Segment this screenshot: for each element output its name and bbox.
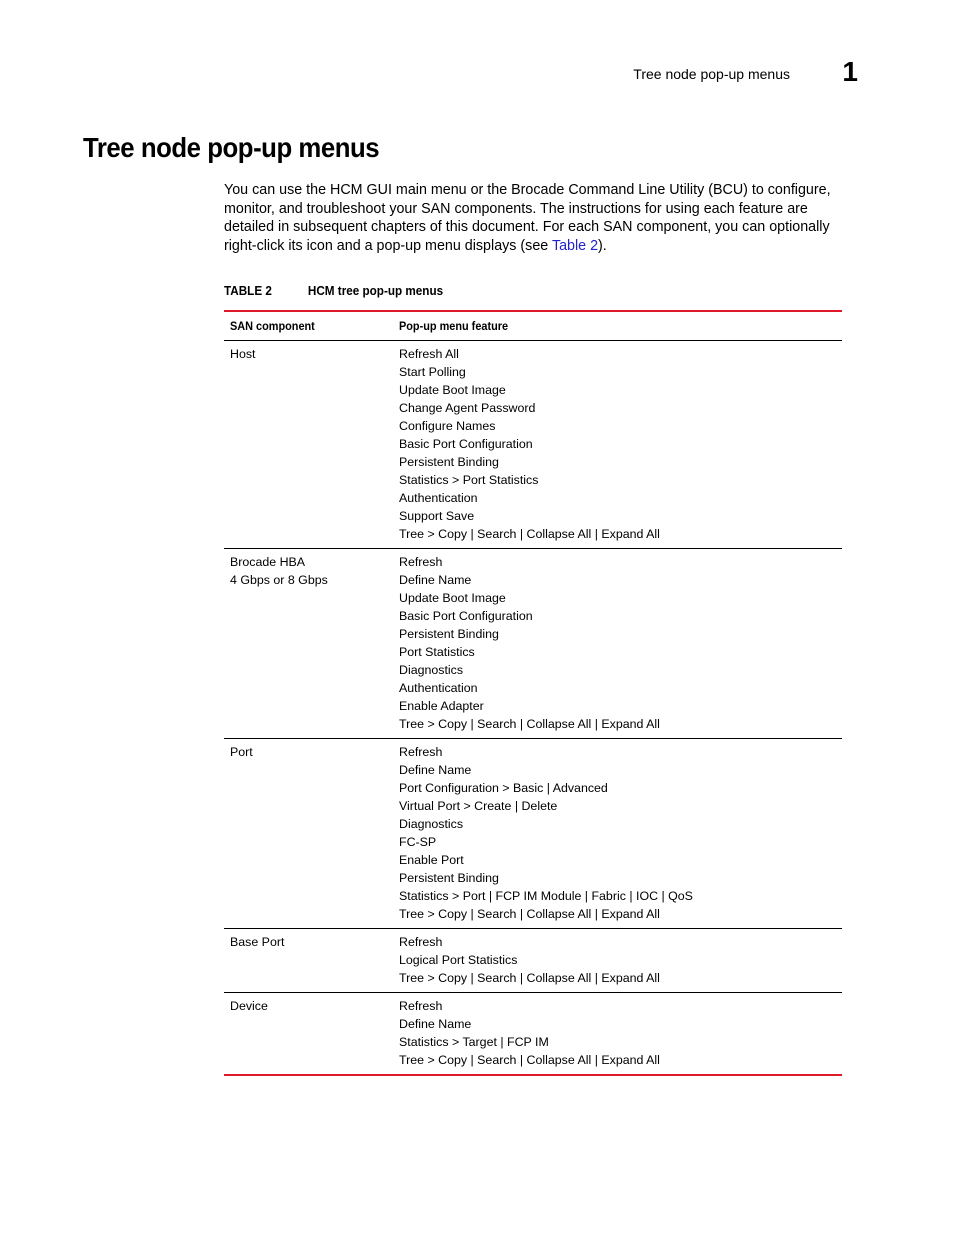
table-2-link[interactable]: Table 2	[551, 238, 599, 255]
menu-feature-item: Statistics > Port Statistics	[399, 473, 539, 487]
menu-feature-item: Support Save	[399, 509, 475, 523]
page-title: Tree node pop-up menus	[83, 132, 380, 163]
menu-feature-item: Basic Port Configuration	[399, 609, 533, 623]
column-header-san-component: SAN component	[224, 311, 393, 341]
san-component-cell	[224, 739, 393, 929]
intro-paragraph	[224, 181, 856, 256]
table-row	[224, 929, 842, 993]
running-title: Tree node pop-up menus	[633, 66, 790, 82]
menu-feature-item: Update Boot Image	[399, 591, 506, 605]
menu-feature-item: Persistent Binding	[399, 627, 499, 641]
menu-feature-item: Diagnostics	[399, 663, 464, 677]
table-row	[224, 341, 842, 549]
menu-feature-item: Tree > Copy | Search | Collapse All | Expand All	[399, 527, 660, 541]
menu-feature-item: Update Boot Image	[399, 383, 506, 397]
menu-feature-item: Statistics > Target | FCP IM	[399, 1035, 549, 1049]
san-component-cell	[224, 993, 393, 1076]
menu-feature-item: Port Statistics	[399, 645, 475, 659]
menu-feature-item: Refresh All	[399, 347, 459, 361]
table-row	[224, 739, 842, 929]
menu-feature-item: Tree > Copy | Search | Collapse All | Expand All	[399, 907, 660, 921]
san-component-cell	[224, 549, 393, 739]
menu-feature-item: Basic Port Configuration	[399, 437, 533, 451]
menu-feature-item: Persistent Binding	[399, 871, 499, 885]
menu-feature-item: Virtual Port > Create | Delete	[399, 799, 558, 813]
menu-feature-item: Change Agent Password	[399, 401, 536, 415]
menu-feature-item: Configure Names	[399, 419, 496, 433]
menu-feature-item: Define Name	[399, 1017, 472, 1031]
menu-feature-item: Define Name	[399, 763, 472, 777]
menu-feature-item: Tree > Copy | Search | Collapse All | Expand All	[399, 971, 660, 985]
table-title: HCM tree pop-up menus	[307, 283, 444, 298]
san-component-cell	[224, 341, 393, 549]
table-caption	[224, 283, 443, 298]
menu-feature-item: Tree > Copy | Search | Collapse All | Expand All	[399, 1053, 660, 1067]
menu-feature-item: Persistent Binding	[399, 455, 499, 469]
menu-features-cell	[393, 993, 842, 1076]
menu-feature-item: Authentication	[399, 681, 478, 695]
table-label: TABLE 2	[224, 283, 272, 298]
menu-feature-item: Refresh	[399, 745, 443, 759]
menu-feature-item: Port Configuration > Basic | Advanced	[399, 781, 608, 795]
intro-text: You can use the HCM GUI main menu or the Brocade Command Line Utility (BCU) to configure, monitor, and troubleshoot your SAN components. The instructions for using each feature are detailed in subsequent chapters of this document. For each SAN component, you can optionally right-click its icon and a pop-up menu displays (see	[224, 182, 831, 255]
menu-feature-item: Start Polling	[399, 365, 466, 379]
san-component-label: Device	[230, 999, 268, 1013]
chapter-number: 1	[842, 56, 858, 87]
popup-menus-table	[224, 310, 842, 1076]
menu-feature-item: Enable Port	[399, 853, 464, 867]
table-header-row	[224, 311, 842, 341]
menu-features-cell	[393, 549, 842, 739]
menu-feature-item: Refresh	[399, 999, 443, 1013]
table-row	[224, 993, 842, 1076]
menu-feature-item: Enable Adapter	[399, 699, 484, 713]
table-row	[224, 549, 842, 739]
intro-text-end: ).	[598, 238, 607, 255]
menu-feature-item: Statistics > Port | FCP IM Module | Fabric | IOC | QoS	[399, 889, 693, 903]
menu-feature-item: Refresh	[399, 935, 443, 949]
menu-feature-item: Tree > Copy | Search | Collapse All | Expand All	[399, 717, 660, 731]
menu-feature-item: Logical Port Statistics	[399, 953, 518, 967]
san-component-label: 4 Gbps or 8 Gbps	[230, 573, 328, 587]
menu-feature-item: Authentication	[399, 491, 478, 505]
san-component-label: Brocade HBA	[230, 555, 306, 569]
table-body	[224, 341, 842, 1076]
menu-feature-item: Define Name	[399, 573, 472, 587]
running-header	[600, 56, 860, 88]
menu-feature-item: Diagnostics	[399, 817, 464, 831]
san-component-label: Host	[230, 347, 256, 361]
menu-feature-item: FC-SP	[399, 835, 437, 849]
column-header-popup-feature: Pop-up menu feature	[393, 311, 842, 341]
menu-features-cell	[393, 341, 842, 549]
san-component-label: Base Port	[230, 935, 285, 949]
menu-features-cell	[393, 739, 842, 929]
menu-features-cell	[393, 929, 842, 993]
menu-feature-item: Refresh	[399, 555, 443, 569]
san-component-label: Port	[230, 745, 253, 759]
san-component-cell	[224, 929, 393, 993]
